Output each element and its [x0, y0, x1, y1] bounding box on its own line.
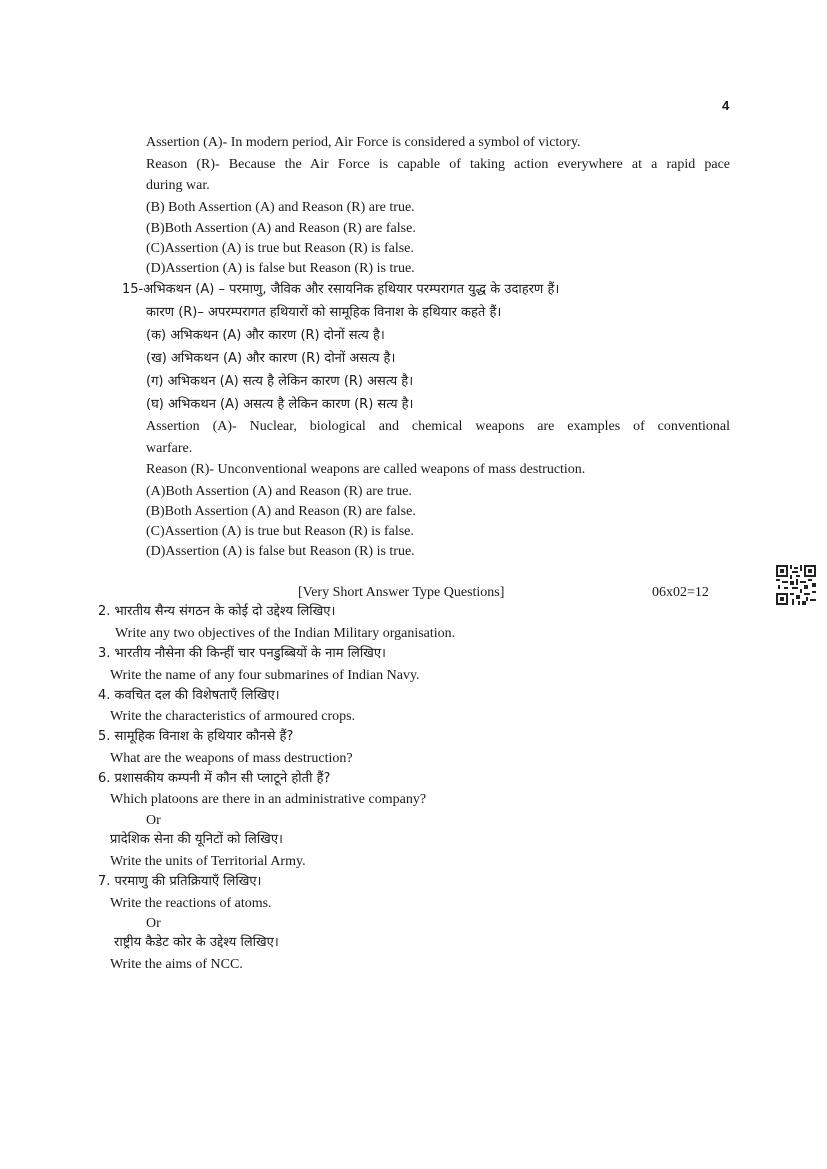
q15-option-hi-3: (ग) अभिकथन (A) सत्य है लेकिन कारण (R) असत्य है। [146, 374, 414, 389]
q15-reason-en: Reason (R)- Unconventional weapons are called weapons of mass destruction. [146, 462, 586, 477]
q14-option-3: (C)Assertion (A) is true but Reason (R) is false. [146, 241, 414, 256]
q5-hi: 5. सामूहिक विनाश के हथियार कौनसे हैं? [98, 729, 294, 744]
q15-assertion-en-line2: warfare. [146, 441, 193, 456]
q7-or: Or [146, 916, 161, 931]
q3-hi: 3. भारतीय नौसेना की किन्हीं चार पनडुब्बियों के नाम लिखिए। [98, 646, 386, 661]
q15-assertion-en-line1: Assertion (A)- Nuclear, biological and chemical weapons are examples of conventional [146, 419, 730, 434]
q4-en: Write the characteristics of armoured crops. [110, 709, 356, 724]
page-number: 4 [722, 98, 730, 113]
q2-en: Write any two objectives of the Indian Military organisation. [115, 626, 456, 641]
q3-en: Write the name of any four submarines of Indian Navy. [110, 668, 420, 683]
q14-option-1: (B) Both Assertion (A) and Reason (R) are true. [146, 200, 415, 215]
qr-code-icon [776, 565, 816, 605]
q15-option-en-3: (C)Assertion (A) is true but Reason (R) is false. [146, 524, 414, 539]
q7-alt-hi: राष्ट्रीय कैडेट कोर के उद्देश्य लिखिए। [114, 935, 279, 950]
q15-option-en-4: (D)Assertion (A) is false but Reason (R) is true. [146, 544, 415, 559]
q15-reason-hi: कारण (R)– अपरम्परागत हथियारों को सामूहिक विनाश के हथियार कहते हैं। [146, 305, 502, 320]
q15-option-hi-2: (ख) अभिकथन (A) और कारण (R) दोनों असत्य है। [146, 351, 396, 366]
q5-en: What are the weapons of mass destruction? [110, 751, 353, 766]
q6-or: Or [146, 813, 161, 828]
q15-option-en-1: (A)Both Assertion (A) and Reason (R) are true. [146, 484, 412, 499]
q15-option-en-2: (B)Both Assertion (A) and Reason (R) are false. [146, 504, 416, 519]
q15-option-hi-4: (घ) अभिकथन (A) असत्य है लेकिन कारण (R) सत्य है। [146, 397, 414, 412]
q14-option-4: (D)Assertion (A) is false but Reason (R) is true. [146, 261, 415, 276]
q7-alt-en: Write the aims of NCC. [110, 957, 243, 972]
q4-hi: 4. कवचित दल की विशेषताएँ लिखिए। [98, 688, 280, 703]
q14-reason-en-line1: Reason (R)- Because the Air Force is capable of taking action everywhere at a rapid pace [146, 157, 730, 172]
q6-alt-en: Write the units of Territorial Army. [110, 854, 306, 869]
section-title: [Very Short Answer Type Questions] [298, 585, 505, 600]
q6-en: Which platoons are there in an administrative company? [110, 792, 427, 807]
q2-hi: 2. भारतीय सैन्य संगठन के कोई दो उद्देश्य लिखिए। [98, 604, 336, 619]
section-marks: 06x02=12 [652, 585, 709, 600]
q15-option-hi-1: (क) अभिकथन (A) और कारण (R) दोनों सत्य है। [146, 328, 385, 343]
q14-assertion-en: Assertion (A)- In modern period, Air Force is considered a symbol of victory. [146, 135, 581, 150]
q14-option-2: (B)Both Assertion (A) and Reason (R) are false. [146, 221, 416, 236]
q14-reason-en-line2: during war. [146, 178, 210, 193]
q6-hi: 6. प्रशासकीय कम्पनी में कौन सी प्लाटूने होती हैं? [98, 771, 331, 786]
q15-assertion-hi: 15-अभिकथन (A) – परमाणु, जैविक और रसायनिक हथियार परम्परागत युद्ध के उदाहरण हैं। [122, 282, 560, 297]
q7-hi: 7. परमाणु की प्रतिक्रियाएँ लिखिए। [98, 874, 262, 889]
q7-en: Write the reactions of atoms. [110, 896, 272, 911]
q6-alt-hi: प्रादेशिक सेना की यूनिटों को लिखिए। [110, 832, 283, 847]
